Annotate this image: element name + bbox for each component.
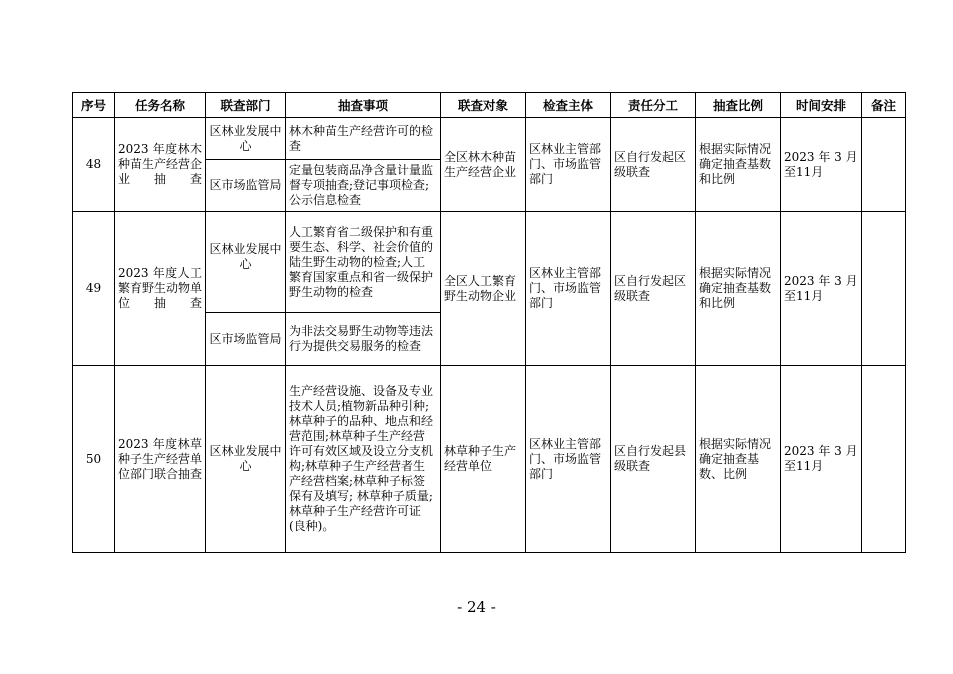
row-time: 2023 年 3 月至11月 xyxy=(781,366,862,553)
header-ratio: 抽查比例 xyxy=(696,93,781,118)
row-time: 2023 年 3 月至11月 xyxy=(781,118,862,212)
row-subject: 区林业主管部门、市场监管部门 xyxy=(526,366,611,553)
row-no: 50 xyxy=(73,366,115,553)
row-remark xyxy=(862,366,906,553)
row-remark xyxy=(862,212,906,366)
header-remark: 备注 xyxy=(862,93,906,118)
row-task: 2023 年度林木种苗生产经营企业抽查 xyxy=(115,118,206,212)
row-dept: 区林业发展中心 xyxy=(206,366,286,553)
row-task: 2023 年度人工繁育野生动物单位抽查 xyxy=(115,212,206,366)
row-subject: 区林业主管部门、市场监管部门 xyxy=(526,118,611,212)
table-row xyxy=(73,366,906,553)
header-target: 联查对象 xyxy=(441,93,526,118)
row-item: 林木种苗生产经营许可的检查 xyxy=(286,118,441,160)
header-dept: 联查部门 xyxy=(206,93,286,118)
page-number: - 24 - xyxy=(457,598,496,616)
row-time: 2023 年 3 月至11月 xyxy=(781,212,862,366)
row-target: 全区林木种苗生产经营企业 xyxy=(441,118,526,212)
header-duty: 责任分工 xyxy=(611,93,696,118)
row-duty: 区自行发起县级联查 xyxy=(611,366,696,553)
row-duty: 区自行发起区级联查 xyxy=(611,118,696,212)
header-no: 序号 xyxy=(73,93,115,118)
header-row xyxy=(73,93,906,118)
row-ratio: 根据实际情况确定抽查基数和比例 xyxy=(696,212,781,366)
row-item: 生产经营设施、设备及专业技术人员;植物新品种引种; 林草种子的品种、地点和经营范围;林草种子生产经营许可有效区域及设立分支机构;林草种子生产经营者生产经营档案;林草种子标签保有及填写; 林草种子质量;林草种子生产经营许可证(良种)。 xyxy=(286,366,441,553)
table-row xyxy=(73,212,906,313)
header-task: 任务名称 xyxy=(115,93,206,118)
row-dept: 区林业发展中心 xyxy=(206,118,286,160)
row-no: 49 xyxy=(73,212,115,366)
row-target: 全区人工繁育野生动物企业 xyxy=(441,212,526,366)
row-dept: 区林业发展中心 xyxy=(206,212,286,313)
row-no: 48 xyxy=(73,118,115,212)
row-dept: 区市场监管局 xyxy=(206,160,286,212)
row-ratio: 根据实际情况确定抽查基数、比例 xyxy=(696,366,781,553)
header-item: 抽查事项 xyxy=(286,93,441,118)
header-subject: 检查主体 xyxy=(526,93,611,118)
header-time: 时间安排 xyxy=(781,93,862,118)
row-subject: 区林业主管部门、市场监管部门 xyxy=(526,212,611,366)
row-remark xyxy=(862,118,906,212)
row-dept: 区市场监管局 xyxy=(206,313,286,366)
row-item: 定量包装商品净含量计量监督专项抽查;登记事项检查;公示信息检查 xyxy=(286,160,441,212)
row-item: 为非法交易野生动物等违法行为提供交易服务的检查 xyxy=(286,313,441,366)
table-row xyxy=(73,118,906,160)
row-ratio: 根据实际情况确定抽查基数和比例 xyxy=(696,118,781,212)
row-duty: 区自行发起区级联查 xyxy=(611,212,696,366)
row-target: 林草种子生产经营单位 xyxy=(441,366,526,553)
row-task: 2023 年度林草种子生产经营单位部门联合抽查 xyxy=(115,366,206,553)
inspection-table xyxy=(72,92,906,553)
row-item: 人工繁育省二级保护和有重要生态、科学、社会价值的陆生野生动物的检查;人工繁育国家重点和省一级保护野生动物的检查 xyxy=(286,212,441,313)
